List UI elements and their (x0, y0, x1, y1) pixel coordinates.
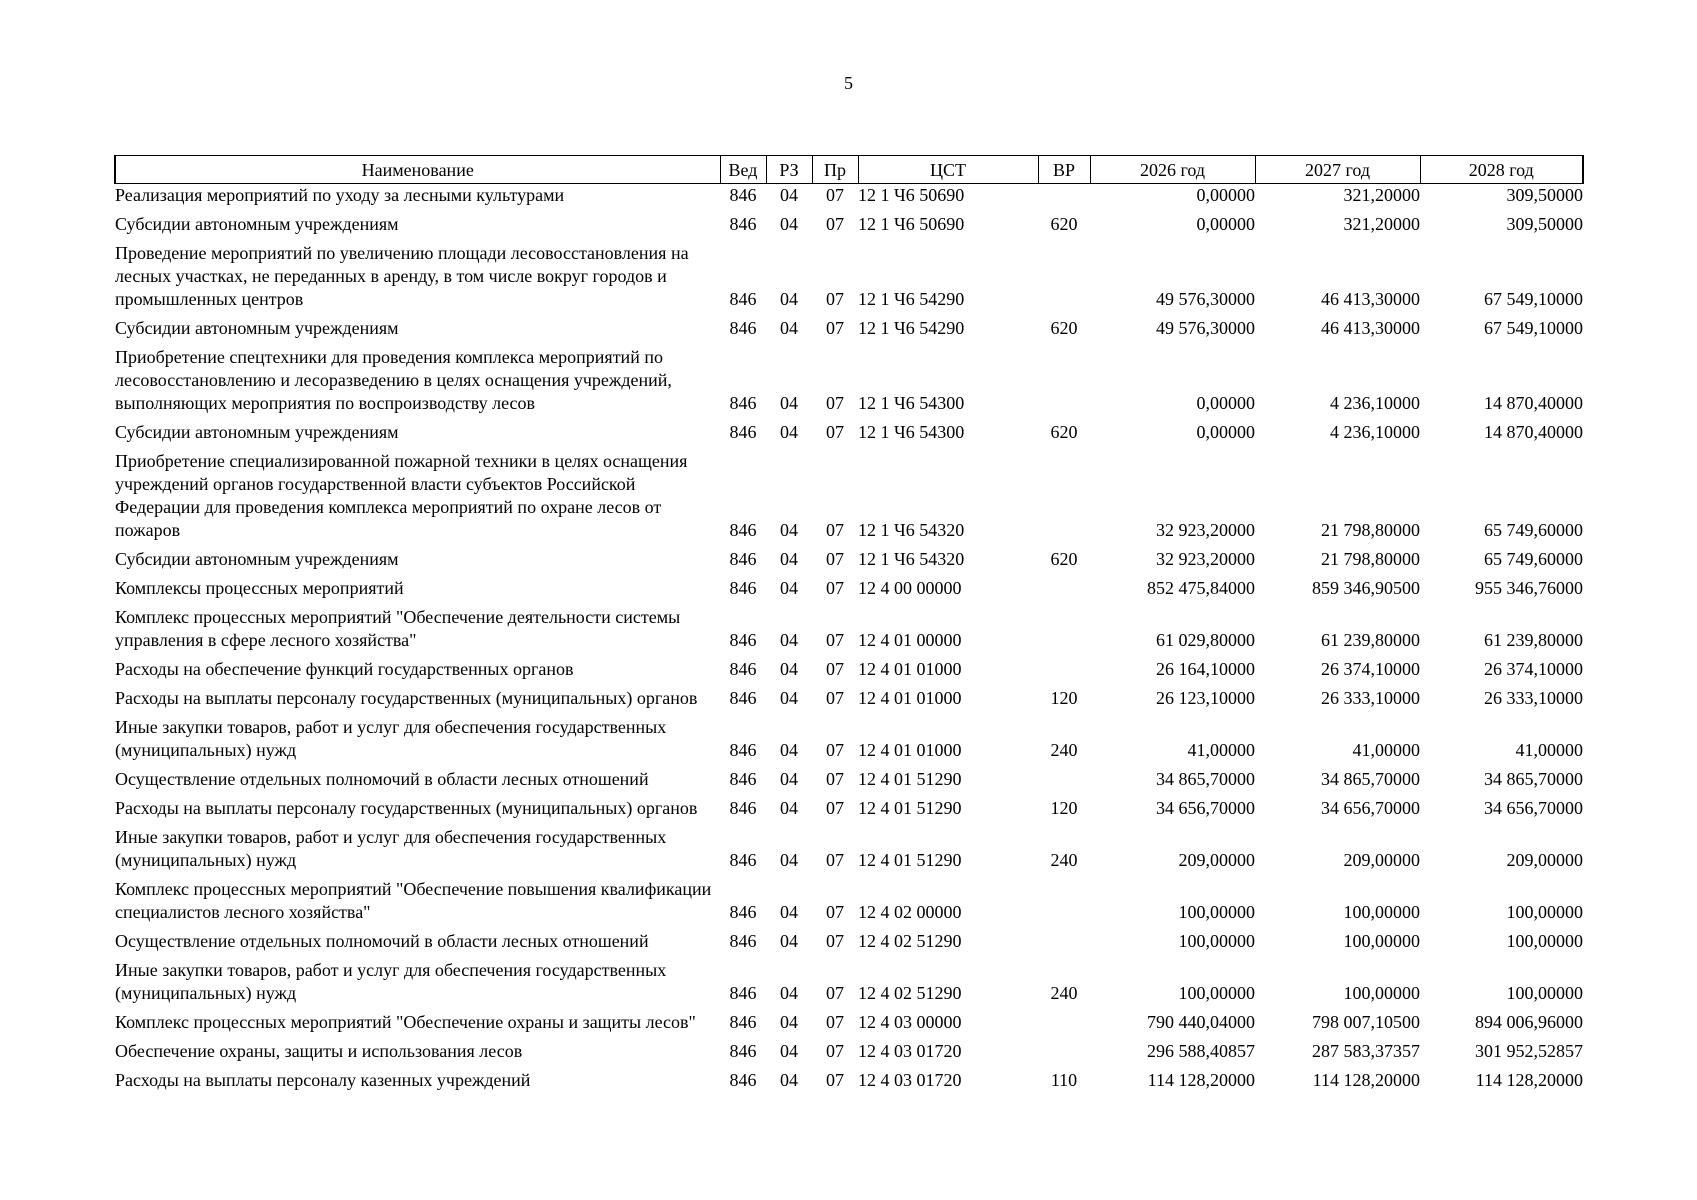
cell-name: Приобретение специализированной пожарной техники в целях оснащения учреждений органов государственной власти субъектов Российской Федерации для проведения комплекса мероприятий по охране лесов от пожаров (115, 451, 688, 540)
cell-2028: 14 870,40000 (1484, 422, 1583, 442)
cell-name: Комплекс процессных мероприятий "Обеспечение повышения квалификации специалистов лесного хозяйства" (115, 879, 712, 922)
cell-name: Приобретение спецтехники для проведения комплекса мероприятий по лесовосстановлению и лесоразведению в целях оснащения учреждений, выполняющих мероприятия по воспроизводству лесов (115, 347, 672, 413)
table-row (115, 1011, 1583, 1040)
cell-name: Осуществление отдельных полномочий в области лесных отношений (115, 769, 649, 789)
table-row (115, 930, 1583, 959)
cell-2027: 26 374,10000 (1321, 659, 1420, 679)
cell-name: Комплексы процессных мероприятий (115, 578, 404, 598)
table-row (115, 606, 1583, 658)
cell-2028: 209,00000 (1506, 850, 1583, 870)
cell-pr: 07 (826, 902, 844, 922)
cell-ved: 846 (729, 1070, 757, 1090)
table-row (115, 1069, 1583, 1098)
cell-rz: 04 (780, 769, 798, 789)
column-header-2028: 2028 год (1420, 156, 1583, 184)
column-header-2027: 2027 год (1255, 156, 1420, 184)
cell-2027: 61 239,80000 (1321, 630, 1420, 650)
table-body (115, 184, 1583, 1099)
cell-ved: 846 (729, 659, 757, 679)
column-header-name: Наименование (115, 156, 720, 184)
cell-rz: 04 (780, 185, 798, 205)
cell-ved: 846 (729, 549, 757, 569)
cell-ved: 846 (729, 185, 757, 205)
cell-2026: 296 588,40857 (1147, 1041, 1255, 1061)
cell-2027: 859 346,90500 (1312, 578, 1420, 598)
cell-2026: 61 029,80000 (1156, 630, 1255, 650)
cell-cst: 12 4 02 51290 (858, 931, 962, 951)
cell-pr: 07 (826, 769, 844, 789)
cell-ved: 846 (729, 983, 757, 1003)
cell-2026: 100,00000 (1178, 902, 1255, 922)
cell-2026: 34 865,70000 (1156, 769, 1255, 789)
cell-2027: 41,00000 (1352, 740, 1420, 760)
cell-name: Субсидии автономным учреждениям (115, 422, 399, 442)
cell-pr: 07 (826, 1012, 844, 1032)
table-row (115, 184, 1583, 214)
cell-name: Осуществление отдельных полномочий в области лесных отношений (115, 931, 649, 951)
cell-name: Иные закупки товаров, работ и услуг для обеспечения государственных (муниципальных) нужд (115, 960, 667, 1003)
column-header-vr: ВР (1038, 156, 1090, 184)
cell-2028: 955 346,76000 (1475, 578, 1583, 598)
cell-2027: 4 236,10000 (1330, 393, 1420, 413)
cell-ved: 846 (729, 902, 757, 922)
cell-name: Реализация мероприятий по уходу за лесными культурами (115, 185, 565, 205)
cell-name: Иные закупки товаров, работ и услуг для обеспечения государственных (муниципальных) нужд (115, 827, 667, 870)
cell-2026: 49 576,30000 (1156, 289, 1255, 309)
cell-pr: 07 (826, 983, 844, 1003)
cell-rz: 04 (780, 688, 798, 708)
cell-name: Субсидии автономным учреждениям (115, 214, 399, 234)
cell-2027: 321,20000 (1343, 185, 1420, 205)
cell-2027: 26 333,10000 (1321, 688, 1420, 708)
cell-vr (1038, 346, 1090, 421)
cell-ved: 846 (729, 931, 757, 951)
budget-table (114, 155, 1584, 1098)
cell-cst: 12 4 03 01720 (858, 1070, 962, 1090)
cell-name: Субсидии автономным учреждениям (115, 318, 399, 338)
cell-pr: 07 (826, 318, 844, 338)
cell-pr: 07 (826, 630, 844, 650)
cell-name: Иные закупки товаров, работ и услуг для обеспечения государственных (муниципальных) нужд (115, 717, 667, 760)
cell-cst: 12 4 01 51290 (858, 769, 962, 789)
cell-cst: 12 4 02 51290 (858, 983, 962, 1003)
cell-2026: 0,00000 (1196, 185, 1255, 205)
cell-ved: 846 (729, 578, 757, 598)
table-row (115, 242, 1583, 317)
cell-ved: 846 (729, 740, 757, 760)
cell-2027: 21 798,80000 (1321, 520, 1420, 540)
cell-vr: 240 (1050, 983, 1078, 1003)
column-header-ved: Вед (720, 156, 766, 184)
cell-vr (1038, 606, 1090, 658)
page-number: 5 (844, 73, 853, 93)
cell-ved: 846 (729, 422, 757, 442)
cell-2026: 0,00000 (1196, 214, 1255, 234)
cell-pr: 07 (826, 659, 844, 679)
cell-vr (1038, 658, 1090, 687)
column-header-2026: 2026 год (1090, 156, 1255, 184)
cell-cst: 12 1 Ч6 54300 (858, 393, 965, 413)
cell-ved: 846 (729, 214, 757, 234)
cell-pr: 07 (826, 1041, 844, 1061)
cell-vr (1038, 930, 1090, 959)
cell-name: Обеспечение охраны, защиты и использования лесов (115, 1041, 523, 1061)
table-row (115, 768, 1583, 797)
cell-2026: 26 164,10000 (1156, 659, 1255, 679)
cell-cst: 12 1 Ч6 54320 (858, 520, 965, 540)
cell-vr (1038, 184, 1090, 214)
cell-cst: 12 4 01 00000 (858, 630, 962, 650)
cell-vr: 240 (1050, 740, 1078, 760)
cell-pr: 07 (826, 549, 844, 569)
cell-cst: 12 4 01 01000 (858, 740, 962, 760)
cell-rz: 04 (780, 578, 798, 598)
cell-rz: 04 (780, 318, 798, 338)
cell-pr: 07 (826, 688, 844, 708)
cell-rz: 04 (780, 931, 798, 951)
cell-pr: 07 (826, 850, 844, 870)
cell-2028: 309,50000 (1506, 185, 1583, 205)
table-row (115, 826, 1583, 878)
cell-vr (1038, 1040, 1090, 1069)
cell-name: Комплекс процессных мероприятий "Обеспечение деятельности системы управления в сфере лесного хозяйства" (115, 607, 681, 650)
cell-2026: 0,00000 (1196, 393, 1255, 413)
cell-rz: 04 (780, 1041, 798, 1061)
table-row (115, 450, 1583, 548)
cell-rz: 04 (780, 1070, 798, 1090)
cell-pr: 07 (826, 289, 844, 309)
cell-2026: 790 440,04000 (1147, 1012, 1255, 1032)
cell-rz: 04 (780, 630, 798, 650)
cell-ved: 846 (729, 289, 757, 309)
cell-rz: 04 (780, 393, 798, 413)
cell-vr (1038, 242, 1090, 317)
column-header-cst: ЦСТ (858, 156, 1038, 184)
cell-2026: 26 123,10000 (1156, 688, 1255, 708)
cell-pr: 07 (826, 740, 844, 760)
cell-2028: 100,00000 (1506, 902, 1583, 922)
cell-ved: 846 (729, 520, 757, 540)
table-row (115, 959, 1583, 1011)
cell-cst: 12 4 01 01000 (858, 688, 962, 708)
cell-rz: 04 (780, 289, 798, 309)
table-row (115, 421, 1583, 450)
cell-2027: 209,00000 (1343, 850, 1420, 870)
cell-cst: 12 4 00 00000 (858, 578, 962, 598)
cell-rz: 04 (780, 902, 798, 922)
cell-2028: 34 656,70000 (1484, 798, 1583, 818)
cell-rz: 04 (780, 549, 798, 569)
cell-cst: 12 4 01 51290 (858, 798, 962, 818)
cell-name: Расходы на обеспечение функций государственных органов (115, 659, 574, 679)
cell-rz: 04 (780, 1012, 798, 1032)
cell-2028: 65 749,60000 (1484, 549, 1583, 569)
table-row (115, 797, 1583, 826)
table-row (115, 577, 1583, 606)
cell-2028: 100,00000 (1506, 983, 1583, 1003)
cell-rz: 04 (780, 422, 798, 442)
cell-2028: 114 128,20000 (1475, 1070, 1583, 1090)
cell-2026: 852 475,84000 (1147, 578, 1255, 598)
cell-ved: 846 (729, 769, 757, 789)
cell-pr: 07 (826, 422, 844, 442)
cell-vr: 120 (1050, 798, 1078, 818)
cell-2027: 114 128,20000 (1312, 1070, 1420, 1090)
cell-2027: 321,20000 (1343, 214, 1420, 234)
cell-name: Комплекс процессных мероприятий "Обеспечение охраны и защиты лесов" (115, 1012, 696, 1032)
cell-2026: 41,00000 (1187, 740, 1255, 760)
cell-2028: 309,50000 (1506, 214, 1583, 234)
cell-2027: 798 007,10500 (1312, 1012, 1420, 1032)
cell-2026: 100,00000 (1178, 983, 1255, 1003)
cell-cst: 12 1 Ч6 50690 (858, 214, 965, 234)
cell-2027: 4 236,10000 (1330, 422, 1420, 442)
cell-2027: 100,00000 (1343, 931, 1420, 951)
cell-2028: 61 239,80000 (1484, 630, 1583, 650)
cell-vr: 620 (1050, 549, 1078, 569)
column-header-pr: Пр (812, 156, 858, 184)
cell-vr: 110 (1050, 1070, 1078, 1090)
cell-name: Расходы на выплаты персоналу государственных (муниципальных) органов (115, 688, 698, 708)
table-row (115, 878, 1583, 930)
cell-rz: 04 (780, 520, 798, 540)
table-row (115, 1040, 1583, 1069)
cell-name: Проведение мероприятий по увеличению площади лесовосстановления на лесных участках, не переданных в аренду, в том числе вокруг городов и промышленных центров (115, 243, 689, 309)
cell-2026: 32 923,20000 (1156, 520, 1255, 540)
cell-2028: 301 952,52857 (1475, 1041, 1583, 1061)
cell-name: Расходы на выплаты персоналу казенных учреждений (115, 1070, 531, 1090)
cell-cst: 12 1 Ч6 54290 (858, 289, 965, 309)
cell-2027: 34 656,70000 (1321, 798, 1420, 818)
cell-cst: 12 1 Ч6 54290 (858, 318, 965, 338)
cell-2027: 100,00000 (1343, 902, 1420, 922)
cell-rz: 04 (780, 983, 798, 1003)
cell-2027: 287 583,37357 (1312, 1041, 1420, 1061)
cell-cst: 12 4 03 00000 (858, 1012, 962, 1032)
cell-vr: 620 (1050, 422, 1078, 442)
cell-rz: 04 (780, 214, 798, 234)
cell-2028: 67 549,10000 (1484, 318, 1583, 338)
cell-2026: 0,00000 (1196, 422, 1255, 442)
cell-rz: 04 (780, 659, 798, 679)
table-row (115, 317, 1583, 346)
cell-cst: 12 1 Ч6 50690 (858, 185, 965, 205)
cell-ved: 846 (729, 688, 757, 708)
cell-ved: 846 (729, 393, 757, 413)
table-row (115, 213, 1583, 242)
cell-pr: 07 (826, 1070, 844, 1090)
cell-ved: 846 (729, 1041, 757, 1061)
cell-cst: 12 4 03 01720 (858, 1041, 962, 1061)
cell-ved: 846 (729, 798, 757, 818)
cell-ved: 846 (729, 318, 757, 338)
cell-vr: 620 (1050, 214, 1078, 234)
cell-vr (1038, 1011, 1090, 1040)
cell-cst: 12 1 Ч6 54300 (858, 422, 965, 442)
cell-2028: 894 006,96000 (1475, 1012, 1583, 1032)
table-row (115, 687, 1583, 716)
cell-cst: 12 4 01 51290 (858, 850, 962, 870)
cell-2028: 67 549,10000 (1484, 289, 1583, 309)
cell-vr (1038, 878, 1090, 930)
cell-pr: 07 (826, 520, 844, 540)
cell-2027: 46 413,30000 (1321, 289, 1420, 309)
cell-pr: 07 (826, 393, 844, 413)
cell-cst: 12 4 02 00000 (858, 902, 962, 922)
cell-vr: 120 (1050, 688, 1078, 708)
cell-vr (1038, 768, 1090, 797)
cell-pr: 07 (826, 931, 844, 951)
cell-pr: 07 (826, 578, 844, 598)
cell-2026: 49 576,30000 (1156, 318, 1255, 338)
cell-vr: 620 (1050, 318, 1078, 338)
cell-ved: 846 (729, 630, 757, 650)
cell-2027: 46 413,30000 (1321, 318, 1420, 338)
cell-2027: 100,00000 (1343, 983, 1420, 1003)
cell-name: Расходы на выплаты персоналу государственных (муниципальных) органов (115, 798, 698, 818)
cell-2028: 100,00000 (1506, 931, 1583, 951)
cell-2027: 21 798,80000 (1321, 549, 1420, 569)
column-header-rz: РЗ (766, 156, 812, 184)
cell-2028: 65 749,60000 (1484, 520, 1583, 540)
table-row (115, 658, 1583, 687)
cell-2026: 34 656,70000 (1156, 798, 1255, 818)
cell-2026: 114 128,20000 (1147, 1070, 1255, 1090)
cell-name: Субсидии автономным учреждениям (115, 549, 399, 569)
cell-2026: 100,00000 (1178, 931, 1255, 951)
table-header-row (115, 156, 1583, 184)
cell-2028: 41,00000 (1515, 740, 1583, 760)
table-row (115, 716, 1583, 768)
cell-2028: 26 374,10000 (1484, 659, 1583, 679)
cell-cst: 12 4 01 01000 (858, 659, 962, 679)
table-row (115, 346, 1583, 421)
cell-pr: 07 (826, 185, 844, 205)
cell-ved: 846 (729, 1012, 757, 1032)
cell-rz: 04 (780, 798, 798, 818)
cell-2026: 32 923,20000 (1156, 549, 1255, 569)
cell-ved: 846 (729, 850, 757, 870)
cell-cst: 12 1 Ч6 54320 (858, 549, 965, 569)
table-row (115, 548, 1583, 577)
cell-vr (1038, 450, 1090, 548)
cell-rz: 04 (780, 850, 798, 870)
cell-pr: 07 (826, 798, 844, 818)
cell-2027: 34 865,70000 (1321, 769, 1420, 789)
cell-2028: 14 870,40000 (1484, 393, 1583, 413)
cell-rz: 04 (780, 740, 798, 760)
cell-2028: 34 865,70000 (1484, 769, 1583, 789)
cell-2026: 209,00000 (1178, 850, 1255, 870)
cell-pr: 07 (826, 214, 844, 234)
cell-vr (1038, 577, 1090, 606)
cell-vr: 240 (1050, 850, 1078, 870)
cell-2028: 26 333,10000 (1484, 688, 1583, 708)
